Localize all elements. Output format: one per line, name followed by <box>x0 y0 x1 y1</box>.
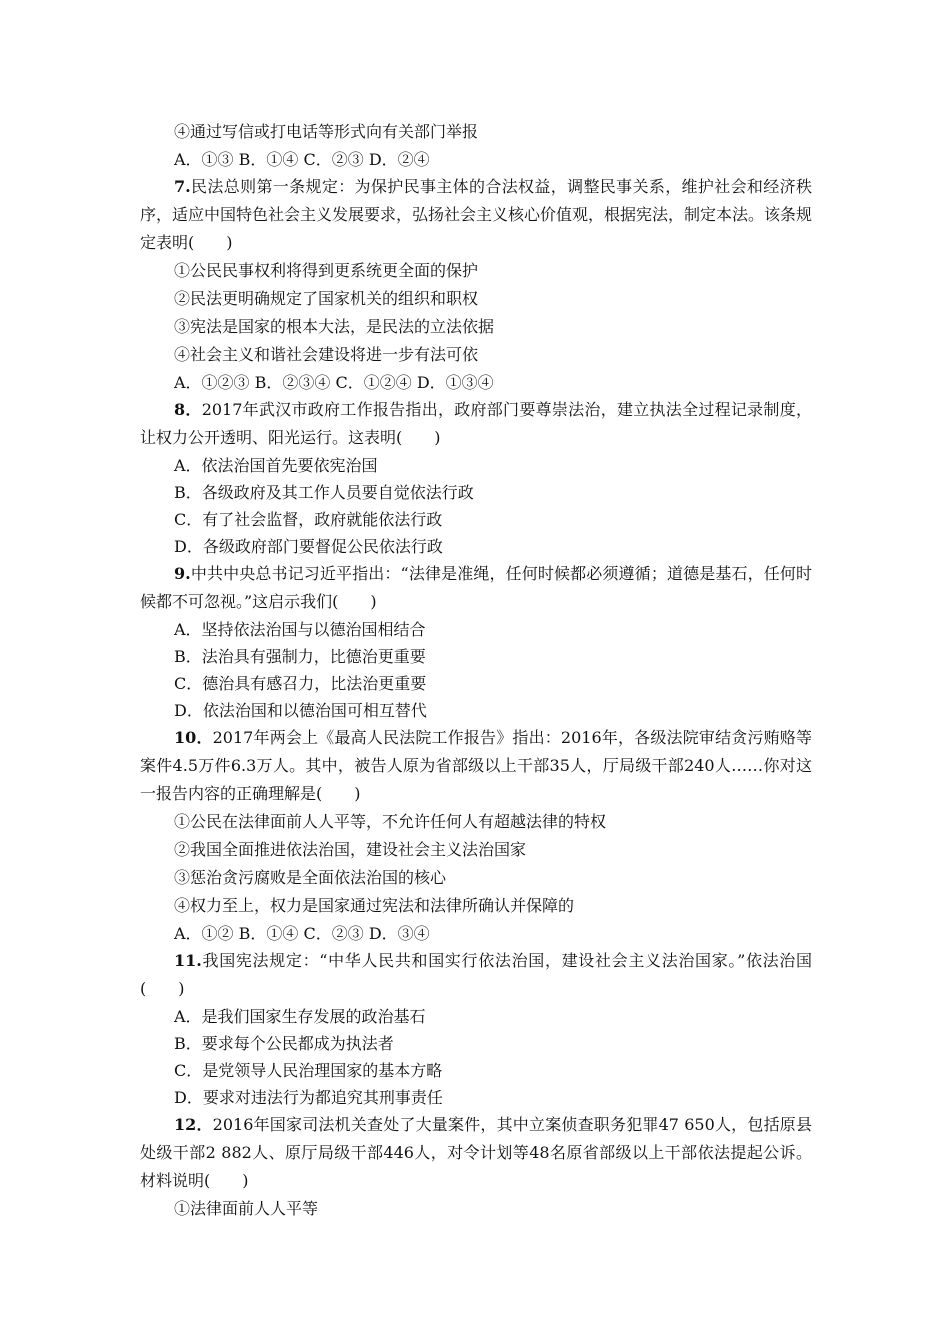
option-a: A．依法治国首先要依宪治国 <box>174 456 378 475</box>
option-b: B．各级政府及其工作人员要自觉依法行政 <box>174 483 474 502</box>
option-d: D．各级政府部门要督促公民依法行政 <box>174 537 443 556</box>
statement-3: ③宪法是国家的根本大法，是民法的立法依据 <box>174 317 495 336</box>
question-text: 2017年武汉市政府工作报告指出，政府部门要尊崇法治，建立执法全过程记录制度，让权力公开透明、阳光运行。这表明( ) <box>140 400 812 447</box>
question-number: 12． <box>174 1115 213 1134</box>
question-number: 7. <box>174 177 191 196</box>
question-text: 民法总则第一条规定：为保护民事主体的合法权益，调整民事关系，维护社会和经济秩序，适应中国特色社会主义发展要求，弘扬社会主义核心价值观，根据宪法，制定本法。该条规定表明( ) <box>140 177 813 252</box>
statement-2: ②民法更明确规定了国家机关的组织和职权 <box>174 289 479 308</box>
answer-options: A．①② B．①④ C．②③ D．③④ <box>174 924 430 943</box>
question-text: 2017年两会上《最高人民法院工作报告》指出：2016年，各级法院审结贪污贿赂等案件4.5万件6.3万人。其中，被告人原为省部级以上干部35人，厅局级干部240人……你对这一报告内容的正确理解是( ) <box>140 728 812 803</box>
statement-4: ④权力至上，权力是国家通过宪法和法律所确认并保障的 <box>174 896 575 915</box>
question-number: 8． <box>174 400 202 419</box>
question-11-stem <box>140 947 812 1003</box>
option-c: C．德治具有感召力，比法治更重要 <box>174 674 427 693</box>
answer-options: A．①②③ B．②③④ C．①②④ D．①③④ <box>174 373 494 392</box>
question-8-stem <box>140 396 812 452</box>
statement-4: ④社会主义和谐社会建设将进一步有法可依 <box>174 345 479 364</box>
question-text: 2016年国家司法机关查处了大量案件，其中立案侦查职务犯罪47 650人，包括原县处级干部2 882人、原厅局级干部446人，对令计划等48名原省部级以上干部依法提起公诉。材料说明( ) <box>140 1115 812 1190</box>
question-12-stem <box>140 1111 812 1195</box>
question-number: 11. <box>174 951 202 970</box>
question-text: 中共中央总书记习近平指出：“法律是准绳，任何时候都必须遵循；道德是基石，任何时候都不可忽视。”这启示我们( ) <box>140 564 812 611</box>
option-b: B．法治具有强制力，比德治更重要 <box>174 647 426 666</box>
answer-options: A．①③ B．①④ C．②③ D．②④ <box>174 150 430 169</box>
option-c: C．有了社会监督，政府就能依法行政 <box>174 510 443 529</box>
statement-1: ①公民民事权利将得到更系统更全面的保护 <box>174 261 479 280</box>
statement-3: ③惩治贪污腐败是全面依法治国的核心 <box>174 868 447 887</box>
question-7-stem <box>140 173 812 257</box>
option-a: A．是我们国家生存发展的政治基石 <box>174 1007 426 1026</box>
statement-4: ④通过写信或打电话等形式向有关部门举报 <box>174 122 479 141</box>
question-10-stem <box>140 724 812 808</box>
option-d: D．要求对违法行为都追究其刑事责任 <box>174 1088 443 1107</box>
option-d: D．依法治国和以德治国可相互替代 <box>174 701 427 720</box>
question-number: 9. <box>174 564 191 583</box>
question-number: 10． <box>174 728 213 747</box>
question-text: 我国宪法规定：“中华人民共和国实行依法治国，建设社会主义法治国家。”依法治国( ) <box>140 951 812 998</box>
question-content <box>140 118 812 1223</box>
option-a: A．坚持依法治国与以德治国相结合 <box>174 620 426 639</box>
statement-1: ①法律面前人人平等 <box>174 1199 319 1218</box>
statement-1: ①公民在法律面前人人平等，不允许任何人有超越法律的特权 <box>174 812 607 831</box>
question-9-stem <box>140 560 812 616</box>
option-c: C．是党领导人民治理国家的基本方略 <box>174 1061 443 1080</box>
option-b: B．要求每个公民都成为执法者 <box>174 1034 394 1053</box>
statement-2: ②我国全面推进依法治国，建设社会主义法治国家 <box>174 840 527 859</box>
